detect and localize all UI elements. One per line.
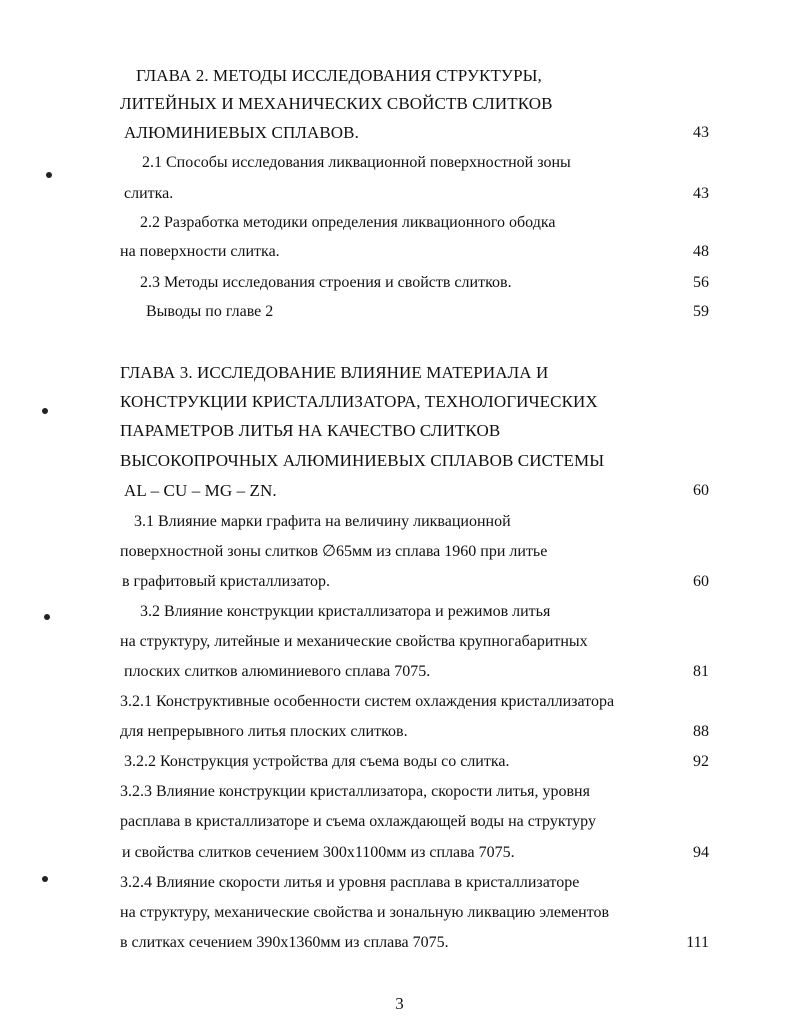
toc-chapter-2-title: ЛИТЕЙНЫХ И МЕХАНИЧЕСКИХ СВОЙСТВ СЛИТКОВ	[120, 94, 553, 113]
toc-page-number: 81	[693, 663, 709, 680]
toc-chapter-3-title: ГЛАВА 3. ИССЛЕДОВАНИЕ ВЛИЯНИЕ МАТЕРИАЛА И	[120, 363, 549, 382]
toc-section-3-2-3: 3.2.3 Влияние конструкции кристаллизатора, скорости литья, уровня	[120, 783, 590, 800]
margin-speck	[46, 172, 52, 178]
toc-section-2-1: 2.1 Способы исследования ликвационной поверхностной зоны	[142, 154, 571, 171]
toc-page-number: 56	[693, 274, 709, 291]
toc-chapter-2-conclusions: Выводы по главе 2	[146, 303, 274, 320]
toc-section-2-2: 2.2 Разработка методики определения ликвационного ободка	[140, 214, 556, 231]
toc-section-3-1: в графитовый кристаллизатор.	[122, 573, 330, 590]
toc-page-number: 59	[693, 303, 709, 320]
toc-chapter-2-title: ГЛАВА 2. МЕТОДЫ ИССЛЕДОВАНИЯ СТРУКТУРЫ,	[136, 66, 542, 85]
toc-section-2-2: на поверхности слитка.	[120, 243, 280, 260]
toc-section-3-2-1: для непрерывного литья плоских слитков.	[120, 723, 408, 740]
toc-section-3-2: плоских слитков алюминиевого сплава 7075.	[124, 663, 431, 680]
toc-section-3-2: 3.2 Влияние конструкции кристаллизатора и режимов литья	[140, 603, 551, 620]
margin-speck	[42, 408, 48, 414]
toc-section-2-3: 2.3 Методы исследования строения и свойств слитков.	[140, 274, 512, 291]
toc-section-3-2-4: в слитках сечением 390х1360мм из сплава 7075.	[120, 934, 449, 951]
toc-chapter-3-title: ПАРАМЕТРОВ ЛИТЬЯ НА КАЧЕСТВО СЛИТКОВ	[120, 421, 501, 440]
toc-section-3-2-3: и свойства слитков сечением 300х1100мм из сплава 7075.	[122, 844, 515, 861]
toc-chapter-2-title: АЛЮМИНИЕВЫХ СПЛАВОВ.	[124, 123, 359, 142]
toc-section-3-1: поверхностной зоны слитков ∅65мм из сплава 1960 при литье	[120, 543, 548, 560]
page-number: 3	[395, 994, 404, 1013]
toc-page-number: 92	[693, 753, 709, 770]
toc-chapter-3-title: AL – CU – MG – ZN.	[124, 481, 277, 500]
toc-chapter-3-title: КОНСТРУКЦИИ КРИСТАЛЛИЗАТОРА, ТЕХНОЛОГИЧЕСКИХ	[120, 392, 598, 411]
toc-section-3-2: на структуру, литейные и механические свойства крупногабаритных	[120, 633, 588, 650]
toc-page-number: 43	[693, 124, 709, 141]
toc-page-number: 94	[693, 844, 709, 861]
toc-section-3-2-2: 3.2.2 Конструкция устройства для съема воды со слитка.	[124, 753, 510, 770]
toc-page-number: 43	[693, 185, 709, 202]
margin-speck	[42, 876, 48, 882]
toc-page-number: 88	[693, 723, 709, 740]
toc-page-number: 48	[693, 243, 709, 260]
margin-speck	[44, 614, 50, 620]
toc-page-number: 60	[693, 573, 709, 590]
toc-page-number: 60	[693, 482, 709, 499]
toc-section-3-2-1: 3.2.1 Конструктивные особенности систем охлаждения кристаллизатора	[120, 693, 615, 710]
toc-chapter-3-title: ВЫСОКОПРОЧНЫХ АЛЮМИНИЕВЫХ СПЛАВОВ СИСТЕМЫ	[120, 451, 605, 470]
toc-section-3-2-3: расплава в кристаллизаторе и съема охлаждающей воды на структуру	[120, 813, 596, 830]
toc-section-3-2-4: на структуру, механические свойства и зональную ликвацию элементов	[120, 904, 610, 921]
toc-section-3-2-4: 3.2.4 Влияние скорости литья и уровня расплава в кристаллизаторе	[120, 874, 580, 891]
toc-section-2-1: слитка.	[124, 185, 174, 202]
toc-page-number: 111	[686, 934, 709, 951]
toc-section-3-1: 3.1 Влияние марки графита на величину ликвационной	[134, 513, 511, 530]
